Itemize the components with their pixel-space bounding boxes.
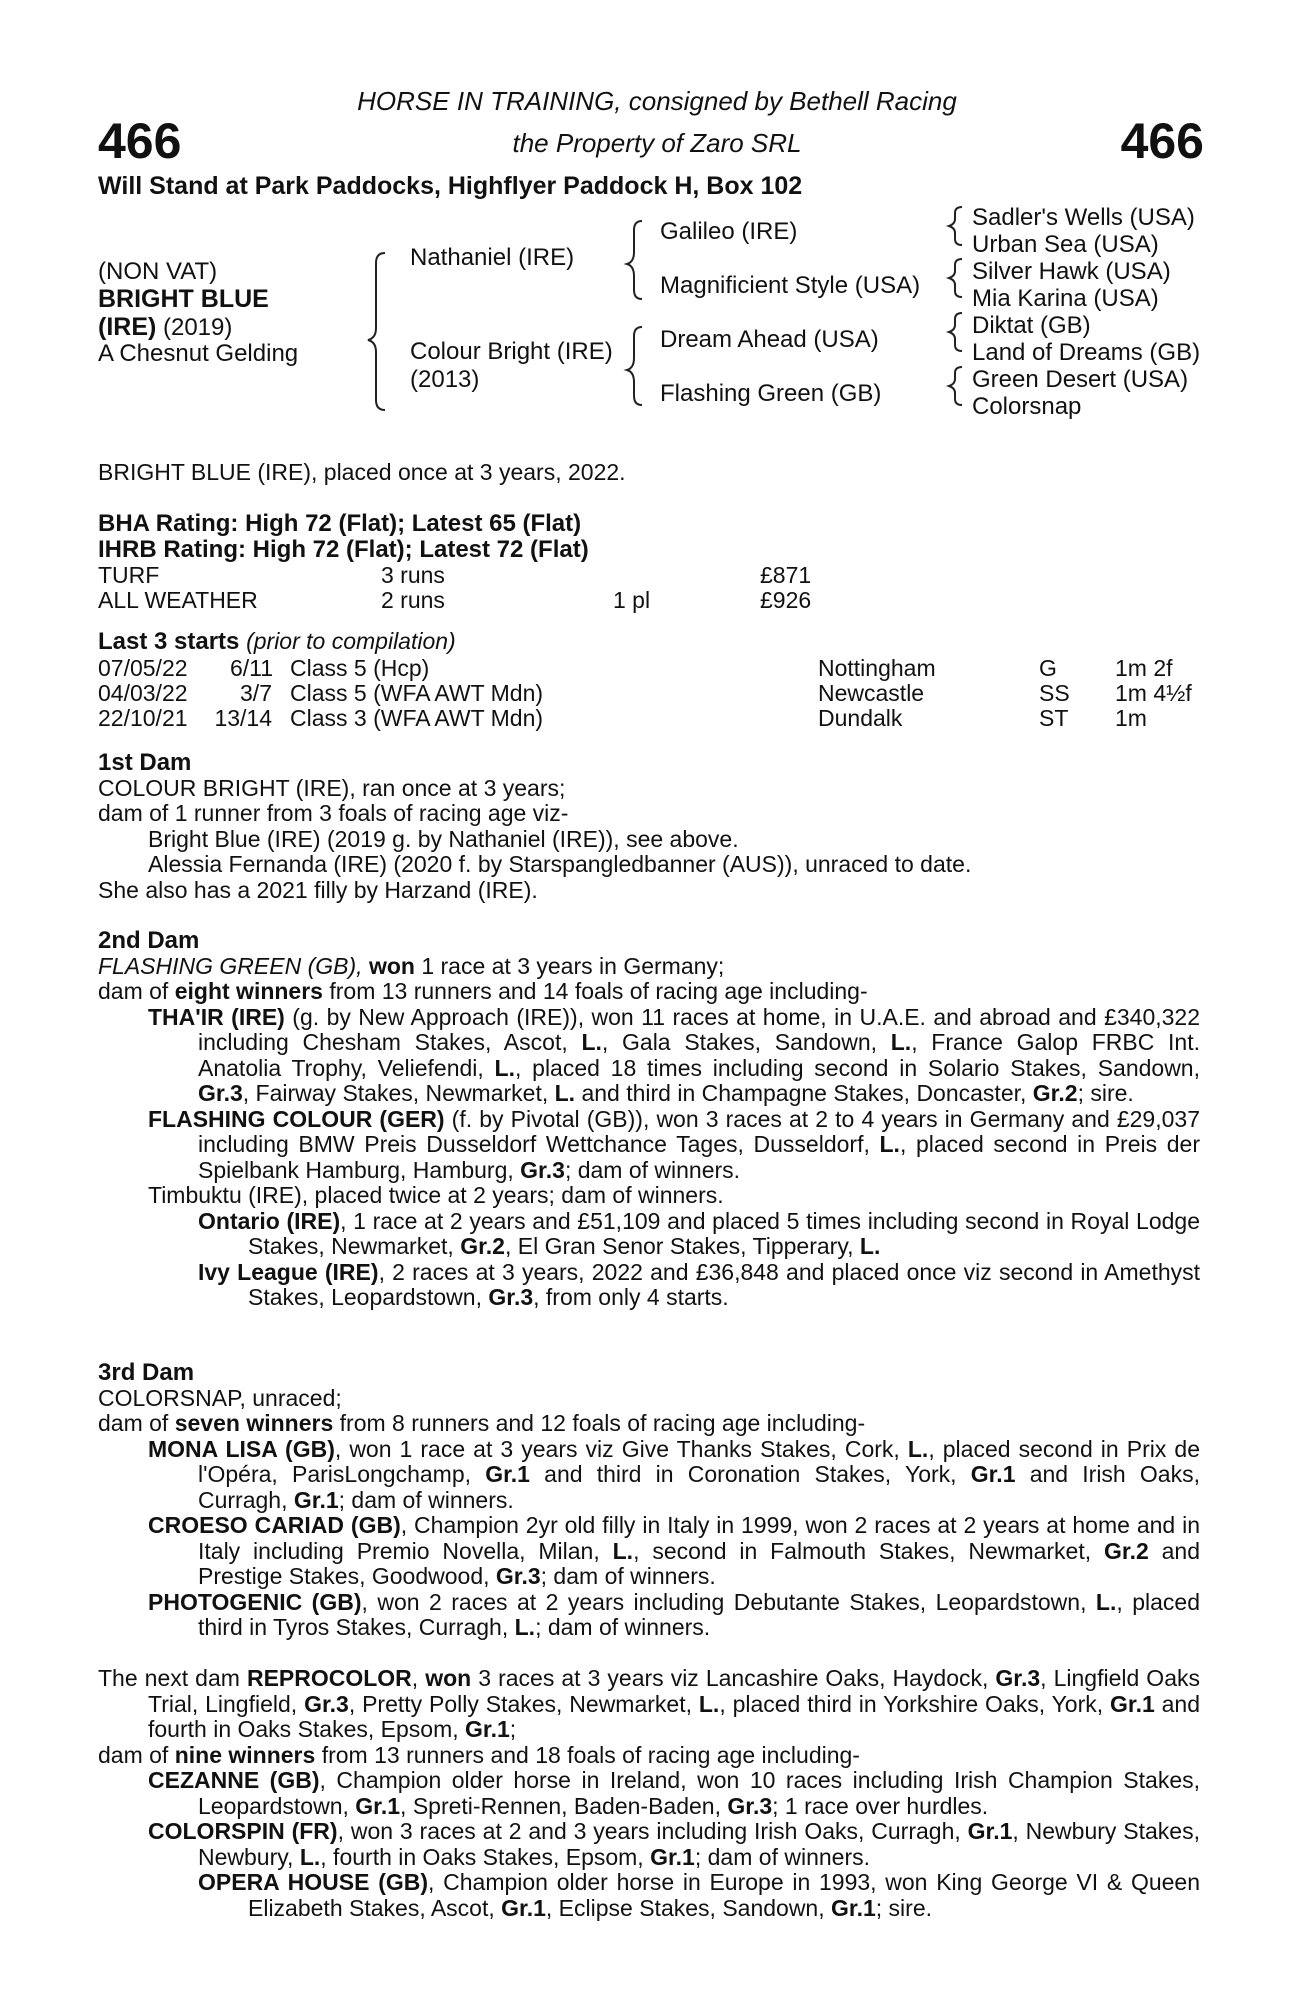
- record-earnings-aw: £926: [760, 587, 812, 613]
- text-run: eight winners: [174, 978, 323, 1004]
- next-dam-line: [98, 1743, 1200, 1769]
- property-line: the Property of Zaro SRL: [512, 128, 802, 158]
- produce-name: OPERA HOUSE (GB): [198, 1869, 429, 1895]
- text-run: Gr.3: [488, 1284, 534, 1310]
- start-going: G: [1039, 655, 1057, 681]
- text-run: and Prestige Stakes, Goodwood,: [198, 1537, 1201, 1589]
- horse-description: A Chesnut Gelding: [98, 340, 299, 367]
- text-run: , placed third in Tyros Stakes, Curragh,: [198, 1588, 1201, 1640]
- produce-name: FLASHING COLOUR (GER): [148, 1105, 445, 1132]
- grandproduce-entry: [98, 1260, 1200, 1311]
- text-run: Gr.1: [1110, 1690, 1155, 1717]
- text-run: , Champion 2yr old filly in Italy in 1999, won 2 races at 2 years at home and in Italy including Premio Novella, Milan,: [198, 1512, 1200, 1564]
- second-dam-title: 2nd Dam: [98, 927, 200, 954]
- text-run: nine winners: [174, 1741, 316, 1768]
- text-run: L.: [1095, 1588, 1117, 1615]
- horse-name: BRIGHT BLUE: [98, 285, 269, 313]
- record-earnings-turf: £871: [760, 562, 812, 588]
- text-run: , fourth in Oaks Stakes, Epsom,: [320, 1843, 651, 1870]
- text-run: L.: [299, 1843, 321, 1870]
- text-run: , 1 race at 2 years and £51,109 and placed 5 times including second in Royal Lodge Stakes, Newmarket,: [248, 1207, 1200, 1259]
- text-run: (f. by Pivotal (GB)), won 3 races at 2 to 4 years in Germany and £29,037 including BMW Preis Dusseldorf Wettchance Tages, Dusseldorf,: [198, 1105, 1200, 1157]
- bha-rating: BHA Rating: High 72 (Flat); Latest 65 (Flat): [98, 510, 582, 537]
- text-run: , Gala Stakes, Sandown,: [601, 1029, 891, 1055]
- grandproduce-entry: [98, 1870, 1200, 1921]
- brace-ss: [949, 207, 962, 245]
- text-run: dam of: [98, 978, 175, 1004]
- text-run: ; dam of winners.: [535, 1614, 711, 1640]
- produce-entry: [98, 1768, 1200, 1819]
- text-run: Gr.1: [967, 1818, 1013, 1844]
- sd-dam: Mia Karina (USA): [972, 285, 1159, 312]
- second-dam-section: [98, 928, 1200, 1311]
- text-run: ; dam of winners.: [338, 1486, 514, 1513]
- text-run: from 8 runners and 12 foals of racing age including-: [333, 1410, 866, 1436]
- text-run: The next dam: [98, 1665, 247, 1691]
- text-run: Gr.3: [520, 1156, 565, 1183]
- text-run: ; sire.: [875, 1894, 933, 1921]
- text-run: Gr.1: [831, 1894, 876, 1921]
- brace-dd: [949, 367, 962, 405]
- text-run: seven winners: [174, 1410, 334, 1436]
- start-distance: 1m 4½f: [1115, 680, 1192, 706]
- next-dam-section: [98, 1666, 1200, 1921]
- text-run: , Champion older horse in Europe in 1993, won King George VI & Queen Elizabeth Stakes, Ascot,: [248, 1869, 1201, 1921]
- produce-entry: [98, 1005, 1200, 1107]
- record-runs-aw: 2 runs: [381, 587, 445, 613]
- text-run: dam of: [98, 1741, 175, 1768]
- sire-dam: Magnificient Style (USA): [660, 272, 921, 299]
- record-placed-aw: 1 pl: [613, 587, 651, 613]
- text-run: Gr.3: [198, 1080, 243, 1106]
- sd-sire: Silver Hawk (USA): [972, 258, 1171, 285]
- text-run: , placed second in Preis der Spielbank Hamburg, Hamburg,: [198, 1131, 1200, 1183]
- text-run: ; dam of winners.: [540, 1563, 716, 1589]
- start-date: 07/05/22: [98, 655, 188, 681]
- produce-name: COLORSPIN (FR): [148, 1818, 338, 1844]
- text-run: , 2 races at 3 years, 2022 and £36,848 and placed once viz second in Amethyst Stakes, Leopardstown,: [248, 1258, 1201, 1310]
- start-date: 22/10/21: [98, 705, 188, 731]
- text-run: Gr.3: [495, 1563, 541, 1589]
- start-race: Class 3 (WFA AWT Mdn): [290, 705, 544, 731]
- first-dam-foal: Alessia Fernanda (IRE) (2020 f. by Starspangledbanner (AUS)), unraced to date.: [148, 851, 972, 877]
- text-run: Gr.1: [485, 1461, 530, 1487]
- last-starts-heading: [98, 628, 456, 656]
- text-run: 3 races at 3 years viz Lancashire Oaks, Haydock,: [471, 1665, 996, 1691]
- last-starts-title: Last 3 starts: [98, 628, 240, 655]
- second-dam-line: [98, 954, 1200, 980]
- start-race: Class 5 (WFA AWT Mdn): [290, 680, 544, 706]
- produce-entry: [98, 1513, 1200, 1590]
- ss-dam: Urban Sea (USA): [972, 231, 1159, 258]
- text-run: , second in Falmouth Stakes, Newmarket,: [633, 1537, 1104, 1564]
- produce-name: Ontario (IRE): [198, 1207, 341, 1234]
- text-run: Gr.3: [727, 1792, 773, 1819]
- text-run: L.: [907, 1435, 929, 1462]
- produce-entry: [98, 1107, 1200, 1184]
- text-run: dam of: [98, 1410, 175, 1436]
- record-surface-turf: TURF: [98, 562, 160, 588]
- first-dam-title: 1st Dam: [98, 749, 192, 776]
- text-run: Gr.2: [1104, 1537, 1149, 1564]
- text-run: , El Gran Senor Stakes, Tipperary,: [504, 1233, 860, 1259]
- text-run: , Newbury Stakes, Newbury,: [198, 1818, 1200, 1870]
- text-run: won: [368, 952, 415, 979]
- text-run: Gr.3: [995, 1665, 1041, 1691]
- text-run: Gr.2: [1032, 1080, 1078, 1106]
- text-run: , placed second in Prix de l'Opéra, ParisLongchamp,: [198, 1435, 1200, 1487]
- third-dam-title: 3rd Dam: [98, 1359, 195, 1386]
- ds-sire: Diktat (GB): [972, 312, 1091, 339]
- ihrb-rating: IHRB Rating: High 72 (Flat); Latest 72 (Flat): [98, 536, 589, 563]
- text-run: ; dam of winners.: [694, 1843, 870, 1870]
- text-run: Gr.1: [355, 1792, 401, 1819]
- dam-dam: Flashing Green (GB): [660, 380, 882, 407]
- text-run: , won 1 race at 3 years viz Give Thanks Stakes, Cork,: [334, 1435, 908, 1462]
- start-distance: 1m 2f: [1115, 655, 1173, 681]
- text-run: ; dam of winners.: [564, 1156, 741, 1183]
- dam-sire: Dream Ahead (USA): [660, 326, 879, 353]
- first-dam-section: [98, 750, 1200, 903]
- text-run: Gr.2: [460, 1233, 505, 1259]
- start-course: Dundalk: [818, 705, 903, 731]
- produce-entry: [98, 1590, 1200, 1641]
- text-run: Gr.1: [293, 1486, 339, 1513]
- race-summary: BRIGHT BLUE (IRE), placed once at 3 years, 2022.: [98, 459, 626, 485]
- start-position: 13/14: [214, 705, 272, 731]
- first-dam-foal: Bright Blue (IRE) (2019 g. by Nathaniel (IRE)), see above.: [148, 825, 739, 852]
- dd-dam: Colorsnap: [972, 393, 1082, 420]
- first-dam-line: COLOUR BRIGHT (IRE), ran once at 3 years;: [98, 774, 566, 801]
- next-dam-entry: The next dam REPROCOLOR, won 3 races at 3 years viz Lancashire Oaks, Haydock, Gr.3, Lingfield Oaks Trial, Lingfield, Gr.3, Pretty Polly Stakes, Newmarket, L., placed third in Yorkshire Oaks, York, Gr.1 and fourth in Oaks Stakes, Epsom, Gr.1;: [98, 1665, 1201, 1742]
- brace-ds: [949, 313, 962, 351]
- last-starts-note: (prior to compilation): [246, 628, 456, 654]
- text-run: , Champion older horse in Ireland, won 10 races including Irish Champion Stakes, Leopardstown,: [198, 1767, 1200, 1819]
- start-distance: 1m: [1115, 705, 1147, 731]
- produce-entry: Timbuktu (IRE), placed twice at 2 years; dam of winners.: [148, 1182, 724, 1208]
- dam: Colour Bright (IRE): [410, 338, 613, 365]
- sire: Nathaniel (IRE): [410, 244, 575, 271]
- third-dam-line: COLORSNAP, unraced;: [98, 1384, 342, 1411]
- text-run: , Eclipse Stakes, Sandown,: [545, 1894, 832, 1921]
- text-run: Gr.1: [501, 1894, 546, 1921]
- start-course: Newcastle: [818, 680, 925, 706]
- produce-name: PHOTOGENIC (GB): [148, 1588, 362, 1615]
- text-run: , Pretty Polly Stakes, Newmarket,: [348, 1690, 699, 1717]
- consignor-line: HORSE IN TRAINING, consigned by Bethell Racing: [357, 86, 957, 116]
- text-run: Gr.1: [970, 1461, 1016, 1487]
- brace-dam: [627, 327, 642, 405]
- brace-generation1: [368, 253, 385, 410]
- produce-name: CROESO CARIAD (GB): [148, 1512, 401, 1538]
- text-run: L.: [879, 1131, 900, 1157]
- start-position: 6/11: [230, 655, 274, 681]
- text-run: , Fairway Stakes, Newmarket,: [242, 1080, 555, 1106]
- text-run: L.: [514, 1614, 536, 1640]
- ss-sire: Sadler's Wells (USA): [972, 204, 1195, 231]
- text-run: , Spreti-Rennen, Baden-Baden,: [400, 1792, 728, 1819]
- next-dam-name: REPROCOLOR: [246, 1665, 412, 1691]
- text-run: L.: [554, 1080, 576, 1106]
- text-run: L.: [698, 1690, 720, 1717]
- text-run: L.: [581, 1029, 602, 1055]
- text-run: L.: [890, 1029, 912, 1055]
- brace-sire: [627, 221, 642, 299]
- text-run: , placed 18 times including second in Solario Stakes, Sandown,: [515, 1054, 1200, 1081]
- third-dam-section: [98, 1360, 1200, 1641]
- start-going: SS: [1039, 680, 1070, 706]
- text-run: ; sire.: [1077, 1080, 1134, 1106]
- text-run: and third in Champagne Stakes, Doncaster,: [575, 1080, 1033, 1106]
- ds-dam: Land of Dreams (GB): [972, 339, 1201, 366]
- produce-entry: [98, 1437, 1200, 1514]
- horse-year: (2019): [156, 314, 233, 341]
- text-run: L.: [494, 1054, 515, 1081]
- record-surface-aw: ALL WEATHER: [98, 587, 258, 613]
- text-run: , won 2 races at 2 years including Debutante Stakes, Leopardstown,: [361, 1588, 1096, 1615]
- produce-name: Ivy League (IRE): [198, 1258, 379, 1285]
- produce-name: MONA LISA (GB): [148, 1435, 335, 1462]
- second-dam-name: FLASHING GREEN (GB),: [98, 952, 369, 979]
- start-going: ST: [1039, 705, 1069, 731]
- start-course: Nottingham: [818, 655, 936, 681]
- vat-status: (NON VAT): [98, 258, 218, 285]
- text-run: , placed third in Yorkshire Oaks, York,: [719, 1690, 1110, 1717]
- lot-number-right: 466: [1120, 113, 1204, 169]
- text-run: won: [425, 1665, 472, 1691]
- produce-name: THA'IR (IRE): [148, 1003, 285, 1030]
- start-date: 04/03/22: [98, 680, 188, 706]
- record-runs-turf: 3 runs: [381, 562, 445, 588]
- text-run: and fourth in Oaks Stakes, Epsom,: [148, 1690, 1201, 1742]
- start-position: 3/7: [240, 680, 272, 706]
- text-run: 1 race at 3 years in Germany;: [414, 952, 725, 979]
- start-race: Class 5 (Hcp): [290, 655, 430, 681]
- first-dam-line: dam of 1 runner from 3 foals of racing age viz-: [98, 800, 569, 826]
- produce-entry: [98, 1819, 1200, 1870]
- text-run: ;: [509, 1716, 517, 1742]
- text-run: Gr.1: [465, 1716, 510, 1742]
- brace-sd: [949, 259, 962, 297]
- stand-location: Will Stand at Park Paddocks, Highflyer Paddock H, Box 102: [98, 172, 803, 200]
- text-run: ; 1 race over hurdles.: [772, 1792, 989, 1819]
- dd-sire: Green Desert (USA): [972, 366, 1189, 393]
- text-run: , Lingfield Oaks Trial, Lingfield,: [148, 1665, 1200, 1717]
- first-dam-line: She also has a 2021 filly by Harzand (IRE).: [98, 876, 538, 903]
- text-run: , won 3 races at 2 and 3 years including Irish Oaks, Curragh,: [337, 1818, 968, 1844]
- text-run: L.: [859, 1233, 881, 1259]
- text-run: L.: [612, 1537, 634, 1564]
- text-run: and third in Coronation Stakes, York,: [529, 1461, 971, 1487]
- horse-country: (IRE): [98, 313, 157, 341]
- grandproduce-entry: [98, 1209, 1200, 1260]
- sire-sire: Galileo (IRE): [660, 218, 798, 245]
- text-run: (g. by New Approach (IRE)), won 11 races at home, in U.A.E. and abroad and £340,322 including Chesham Stakes, Ascot,: [198, 1003, 1200, 1055]
- text-run: , France Galop FRBC Int. Anatolia Trophy, Veliefendi,: [198, 1029, 1200, 1081]
- text-run: , from only 4 starts.: [533, 1284, 729, 1310]
- dam-year: (2013): [410, 366, 480, 393]
- text-run: Gr.1: [650, 1843, 695, 1870]
- second-dam-line: [98, 979, 1200, 1005]
- text-run: from 13 runners and 18 foals of racing age including-: [315, 1741, 860, 1768]
- text-run: from 13 runners and 14 foals of racing age including-: [322, 978, 868, 1004]
- text-run: Gr.3: [304, 1690, 349, 1717]
- third-dam-line: [98, 1411, 1200, 1437]
- produce-name: CEZANNE (GB): [148, 1767, 320, 1793]
- text-run: and Irish Oaks, Curragh,: [198, 1461, 1200, 1513]
- lot-number-left: 466: [98, 113, 182, 169]
